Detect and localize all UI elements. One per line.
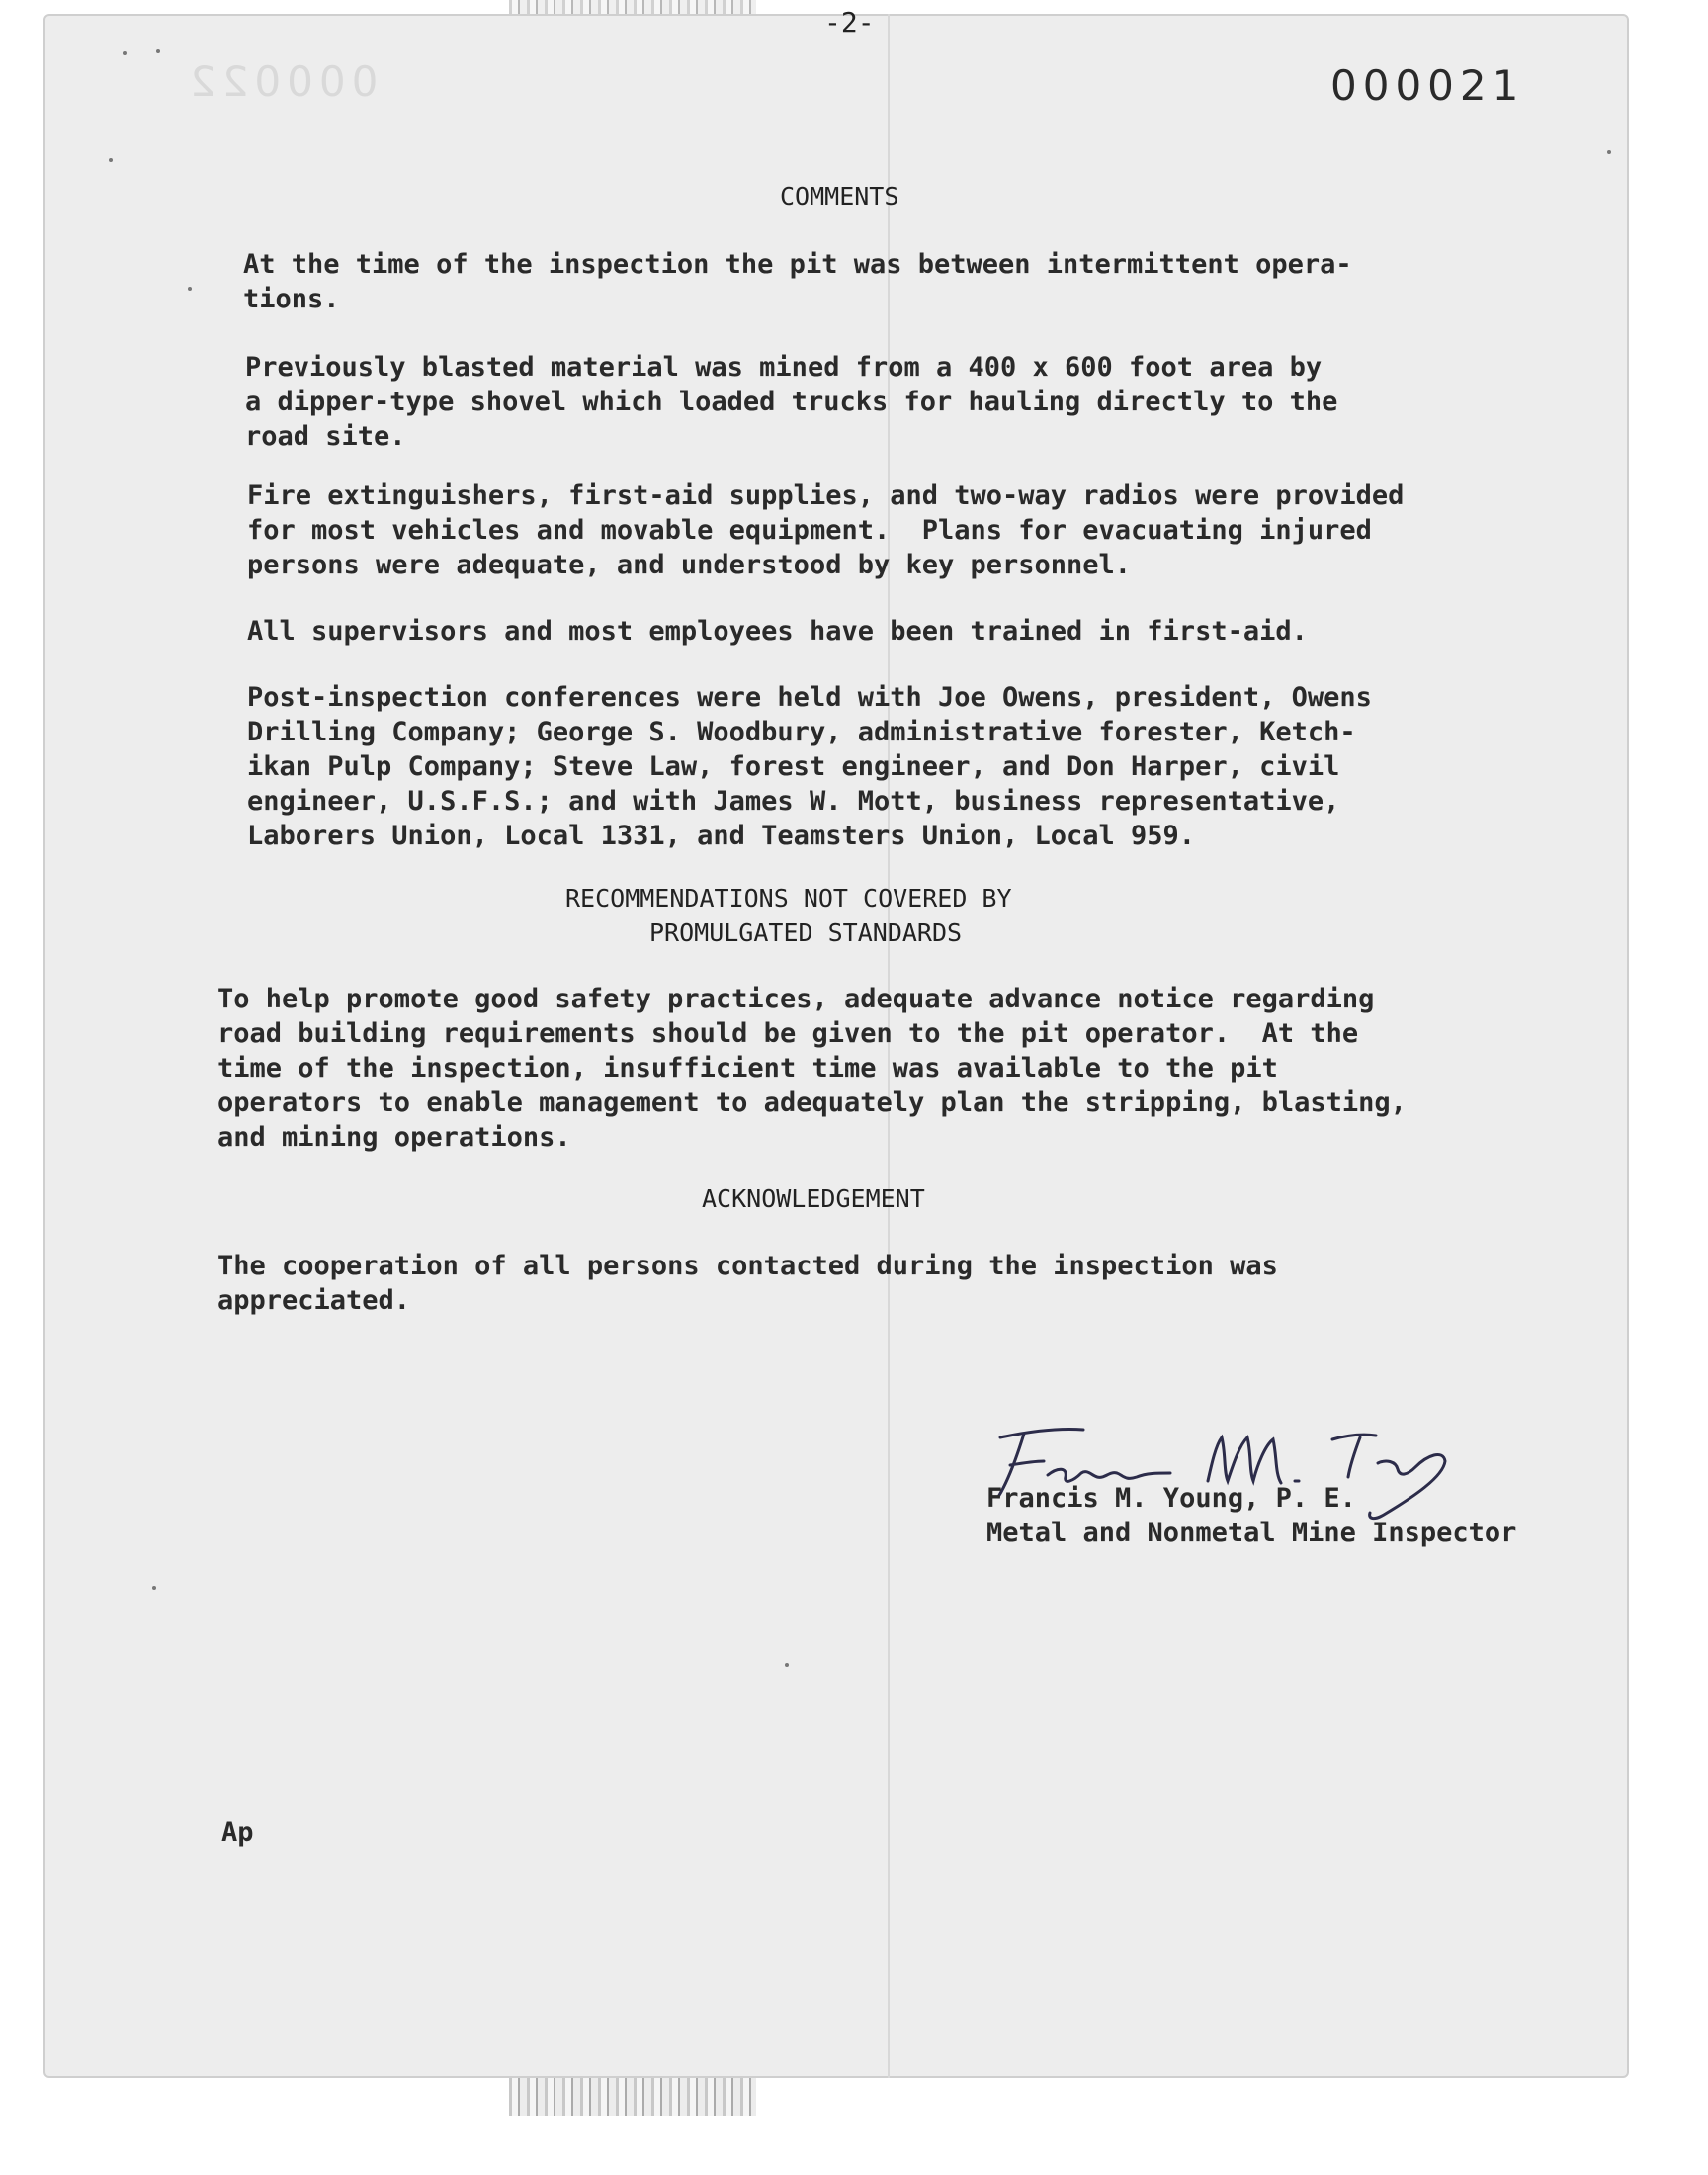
binder-edge-top [509,0,756,14]
typist-initials: Ap [221,1817,254,1848]
comments-heading: COMMENTS [780,182,899,211]
scan-speck [123,51,127,55]
comment-paragraph: All supervisors and most employees have been trained in first-aid. [247,616,1308,647]
acknowledgement-paragraph: The cooperation of all persons contacted during the inspection was appreciated. [217,1251,1278,1316]
recommendations-heading-line2: PROMULGATED STANDARDS [649,918,963,947]
scan-speck [1607,150,1611,154]
comment-paragraph: Post-inspection conferences were held with Joe Owens, president, Owens Drilling Company; George S. Woodbury, administrative forester, Ketch- ikan Pulp Company; Steve Law, forest engineer, and Don Harper, civil engineer, U.S.F.S.; and with James W. Mott, business representative, Laborers Union, Local 1331, and Teamsters Union, Local 959. [247,682,1372,851]
signer-name: Francis M. Young, P. E. [986,1483,1356,1514]
signer-title: Metal and Nonmetal Mine Inspector [986,1518,1517,1548]
scan-speck [109,158,113,162]
scan-speck [188,287,192,291]
recommendations-heading-line1: RECOMMENDATIONS NOT COVERED BY [565,884,1012,913]
scan-speck [156,49,160,53]
document-id: 000021 [1330,61,1525,110]
scan-speck [785,1663,789,1667]
recommendations-paragraph: To help promote good safety practices, adequate advance notice regarding road building requirements should be given to the pit operator. At the time of the inspection, insufficient time was available to the pit operators to enable management to adequately plan the stripping, blasting, and mining operations. [217,984,1407,1153]
bleed-through-id: 000022 [184,57,379,106]
comment-paragraph: Fire extinguishers, first-aid supplies, and two-way radios were provided for most vehicles and movable equipment. Plans for evacuating injured persons were adequate, and understood by key personnel. [247,480,1405,580]
comment-paragraph: Previously blasted material was mined from a 400 x 600 foot area by a dipper-type shovel which loaded trucks for hauling directly to the road site. [245,352,1338,452]
page-number: -2- [824,6,875,39]
comment-paragraph: At the time of the inspection the pit was between intermittent opera- tions. [243,249,1352,314]
acknowledgement-heading: ACKNOWLEDGEMENT [702,1184,925,1213]
scan-speck [152,1586,156,1590]
binder-edge-bottom [509,2076,756,2116]
